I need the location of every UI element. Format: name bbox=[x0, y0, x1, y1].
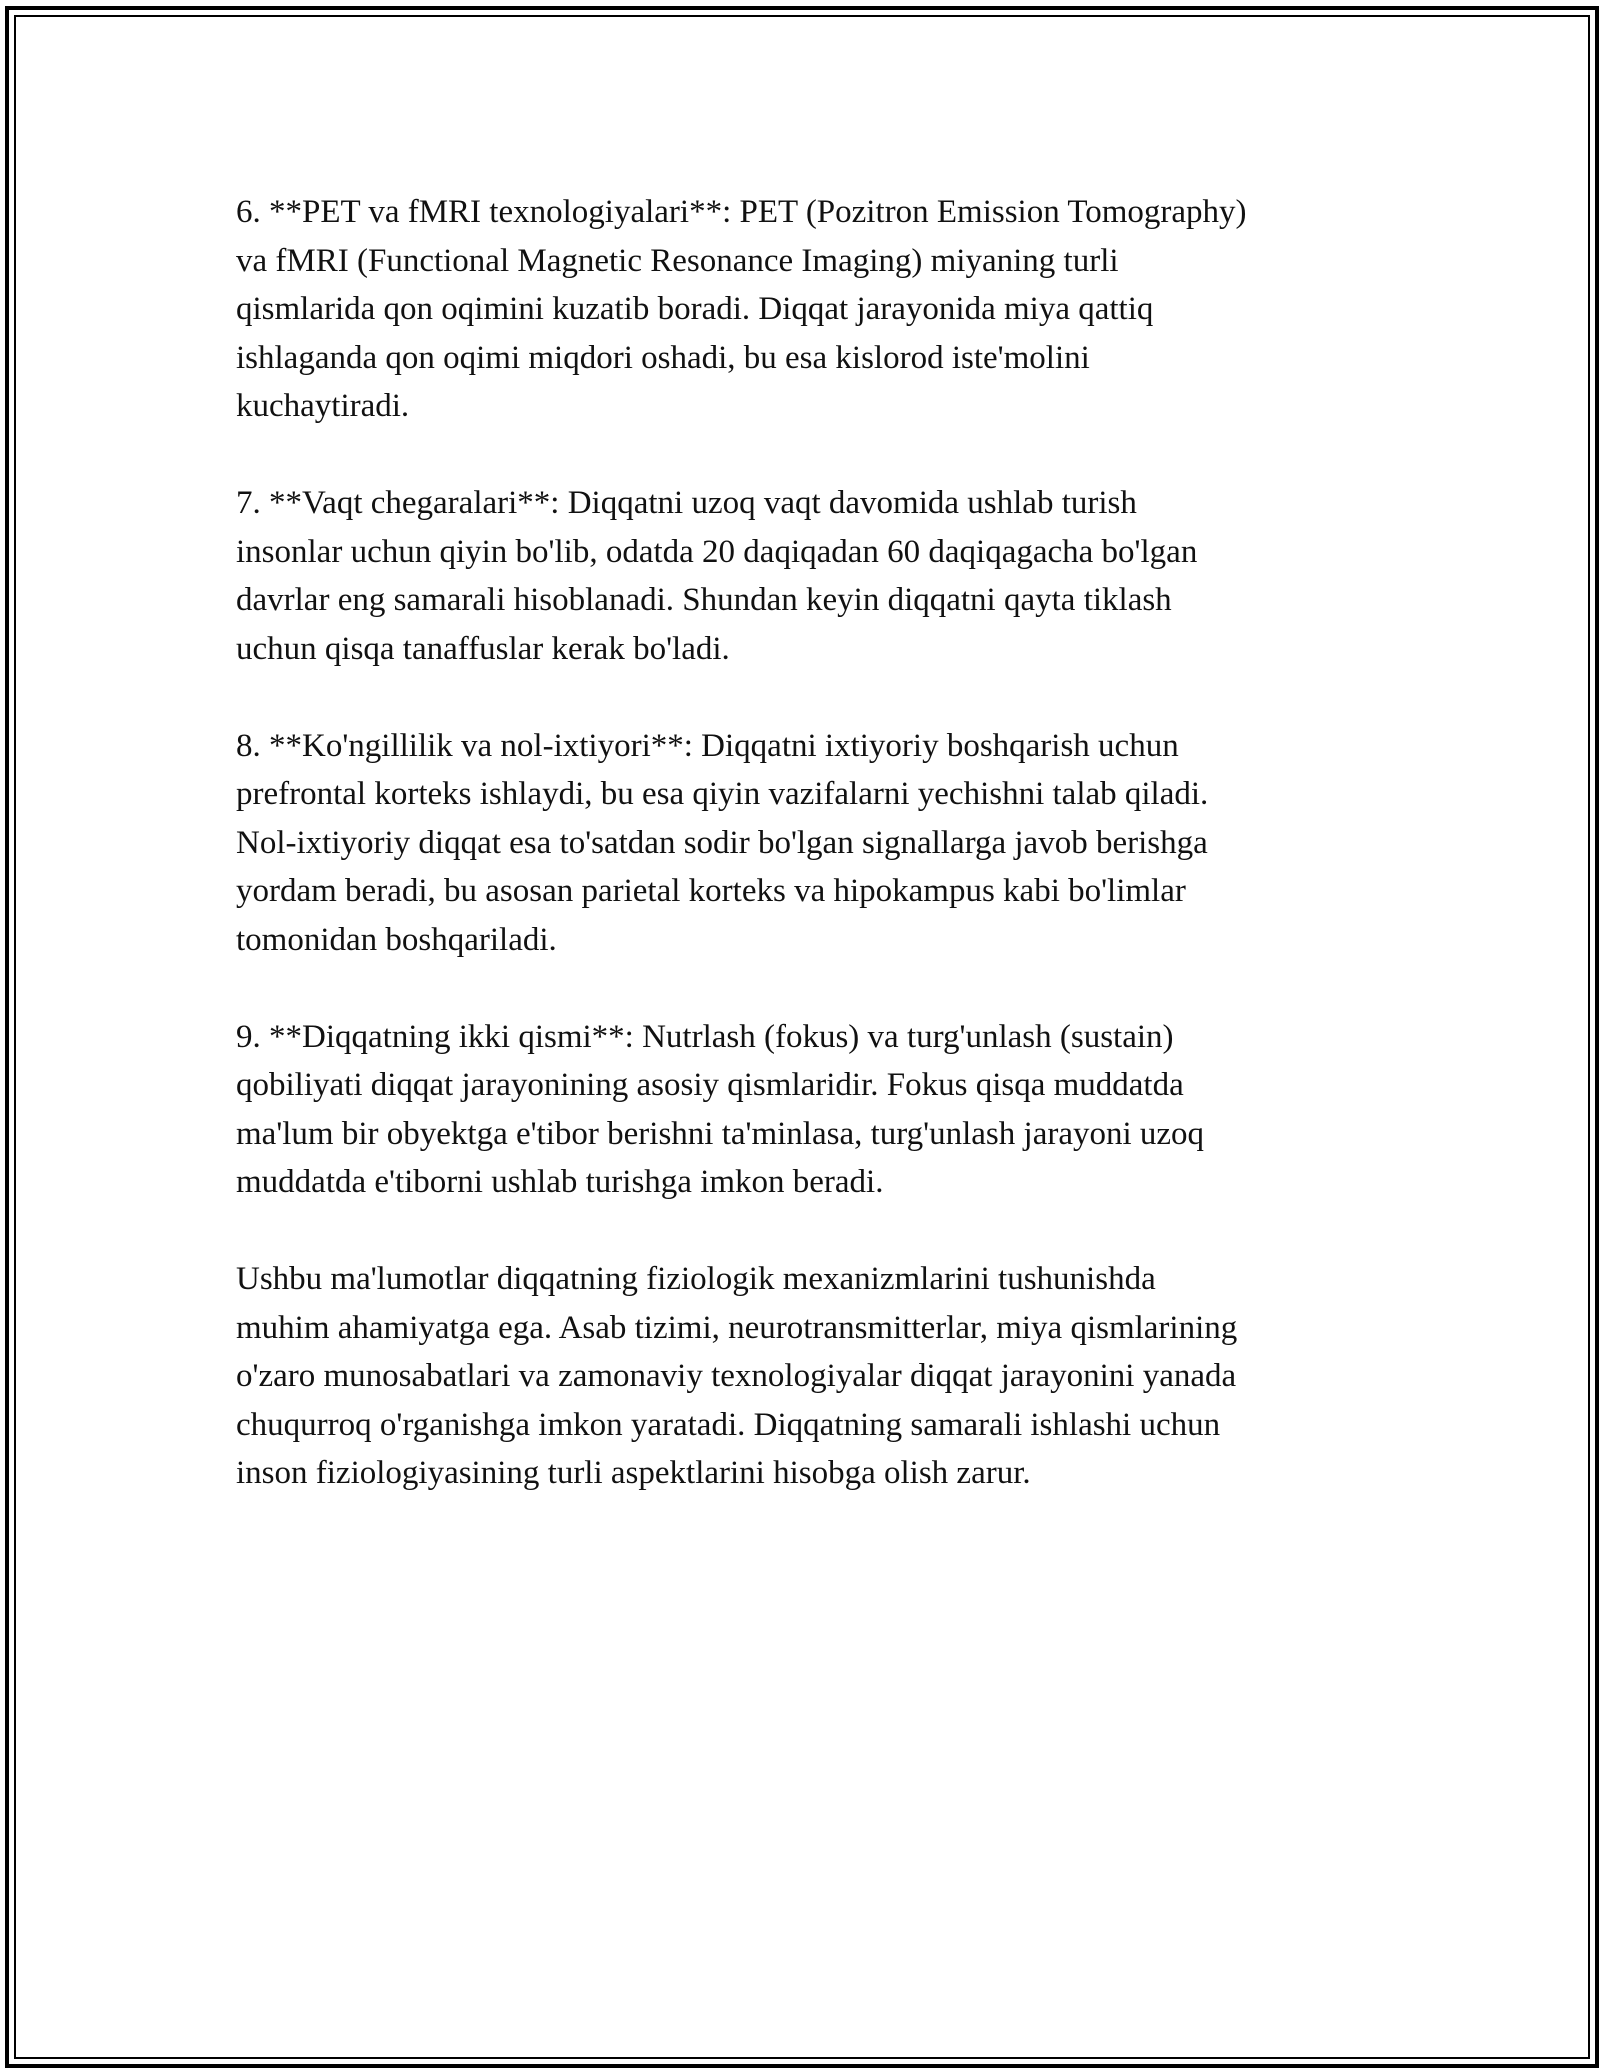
paragraph-item-8: 8. **Ko'ngillilik va nol-ixtiyori**: Diqqatni ixtiyoriy boshqarish uchun prefrontal korteks ishlaydi, bu esa qiyin vazifalarni yechishni talab qiladi. Nol-ixtiyoriy diqqat esa to'satdan sodir bo'lgan signallarga javob berishga yordam beradi, bu asosan parietal korteks va hipokampus kabi bo'limlar tomonidan boshqariladi. bbox=[236, 727, 1209, 958]
document-body bbox=[236, 188, 1416, 1546]
paragraph-conclusion: Ushbu ma'lumotlar diqqatning fiziologik mexanizmlarini tushunishda muhim ahamiyatga ega. Asab tizimi, neurotransmitterlar, miya qismlarining o'zaro munosabatlari va zamonaviy texnologiyalar diqqat jarayonini yanada chuqurroq o'rganishga imkon yaratadi. Diqqatning samarali ishlashi uchun inson fiziologiyasining turli aspektlarini hisobga olish zarur. bbox=[236, 1261, 1238, 1491]
paragraph-item-7: 7. **Vaqt chegaralari**: Diqqatni uzoq vaqt davomida ushlab turish insonlar uchun qiyin bo'lib, odatda 20 daqiqadan 60 daqiqagacha bo'lgan davrlar eng samarali hisoblanadi. Shundan keyin diqqatni qayta tiklash uchun qisqa tanaffuslar kerak bo'ladi. bbox=[236, 485, 1198, 667]
paragraph-item-6: 6. **PET va fMRI texnologiyalari**: PET (Pozitron Emission Tomography) va fMRI (Functional Magnetic Resonance Imaging) miyaning turli qismlarida qon oqimini kuzatib boradi. Diqqat jarayonida miya qattiq ishlaganda qon oqimi miqdori oshadi, bu esa kislorod iste'molini kuchaytiradi. bbox=[236, 194, 1247, 424]
paragraph-item-9: 9. **Diqqatning ikki qismi**: Nutrlash (fokus) va turg'unlash (sustain) qobiliyati diqqat jarayonining asosiy qismlaridir. Fokus qisqa muddatda ma'lum bir obyektga e'tibor berishni ta'minlasa, turg'unlash jarayoni uzoq muddatda e'tiborni ushlab turishga imkon beradi. bbox=[236, 1018, 1205, 1200]
